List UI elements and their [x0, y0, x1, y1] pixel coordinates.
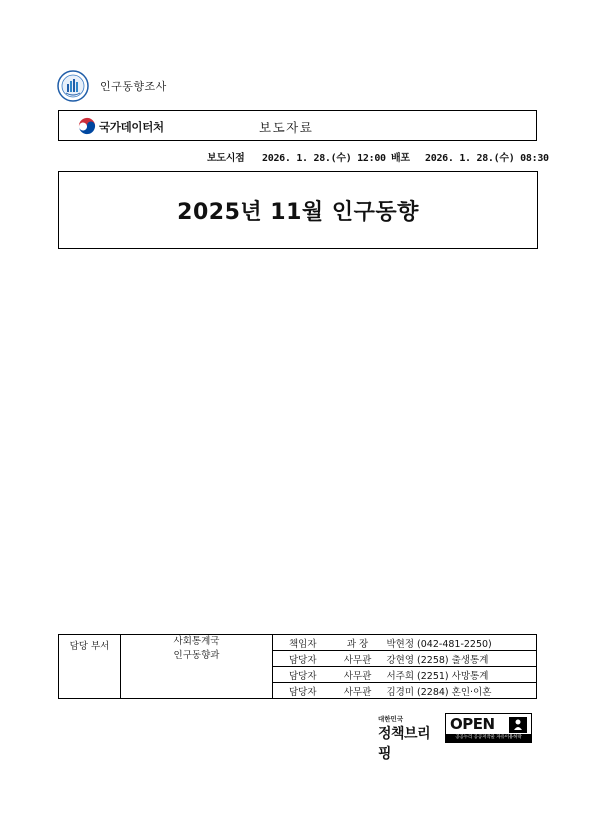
agency-name: 국가데이터처	[99, 120, 164, 134]
open-label: OPEN	[450, 715, 495, 733]
dept-label: 담당 부서	[59, 635, 121, 699]
contact-person: 박현정 (042-481-2250)	[383, 635, 537, 651]
contact-title: 사무관	[333, 651, 383, 667]
brief-logo-main-text: 정책브리핑	[378, 726, 431, 762]
release-time: 2026. 1. 28.(수) 08:30	[425, 153, 549, 164]
taegeuk-logo-icon	[75, 114, 99, 138]
contact-role: 담당자	[273, 651, 333, 667]
contacts-table	[58, 634, 537, 699]
division-line: 인구동향과	[173, 650, 220, 661]
contact-role: 담당자	[273, 683, 333, 699]
document-type: 보도자료	[259, 120, 314, 135]
title-box	[58, 171, 538, 249]
contact-title: 사무관	[333, 683, 383, 699]
agency-bar	[58, 110, 537, 141]
contact-title: 사무관	[333, 667, 383, 683]
survey-title: 인구동향조사	[100, 80, 167, 93]
brief-logo-small-text: 대한민국	[378, 715, 404, 723]
population-survey-emblem-icon	[57, 70, 89, 102]
contact-person: 강현영 (2258) 출생통계	[383, 651, 537, 667]
release-label: 배포	[391, 153, 410, 164]
division-cell	[121, 635, 273, 699]
contact-role: 담당자	[273, 667, 333, 683]
broadcast-label: 보도시점	[207, 153, 245, 164]
kogl-open-badge	[445, 713, 532, 743]
license-person-icon	[509, 717, 527, 733]
division-line: 사회통계국	[173, 636, 220, 647]
contact-person: 서주희 (2251) 사망통계	[383, 667, 537, 683]
contact-person: 김경미 (2284) 혼인·이혼	[383, 683, 537, 699]
page-title: 2025년 11월 인구동향	[177, 199, 419, 225]
policy-briefing-logo	[378, 714, 440, 762]
table-row	[59, 635, 537, 651]
open-caption: 공공누리 공공저작물 자유이용허락	[446, 734, 531, 742]
contact-role: 책임자	[273, 635, 333, 651]
broadcast-time: 2026. 1. 28.(수) 12:00	[262, 153, 386, 164]
contact-title: 과 장	[333, 635, 383, 651]
